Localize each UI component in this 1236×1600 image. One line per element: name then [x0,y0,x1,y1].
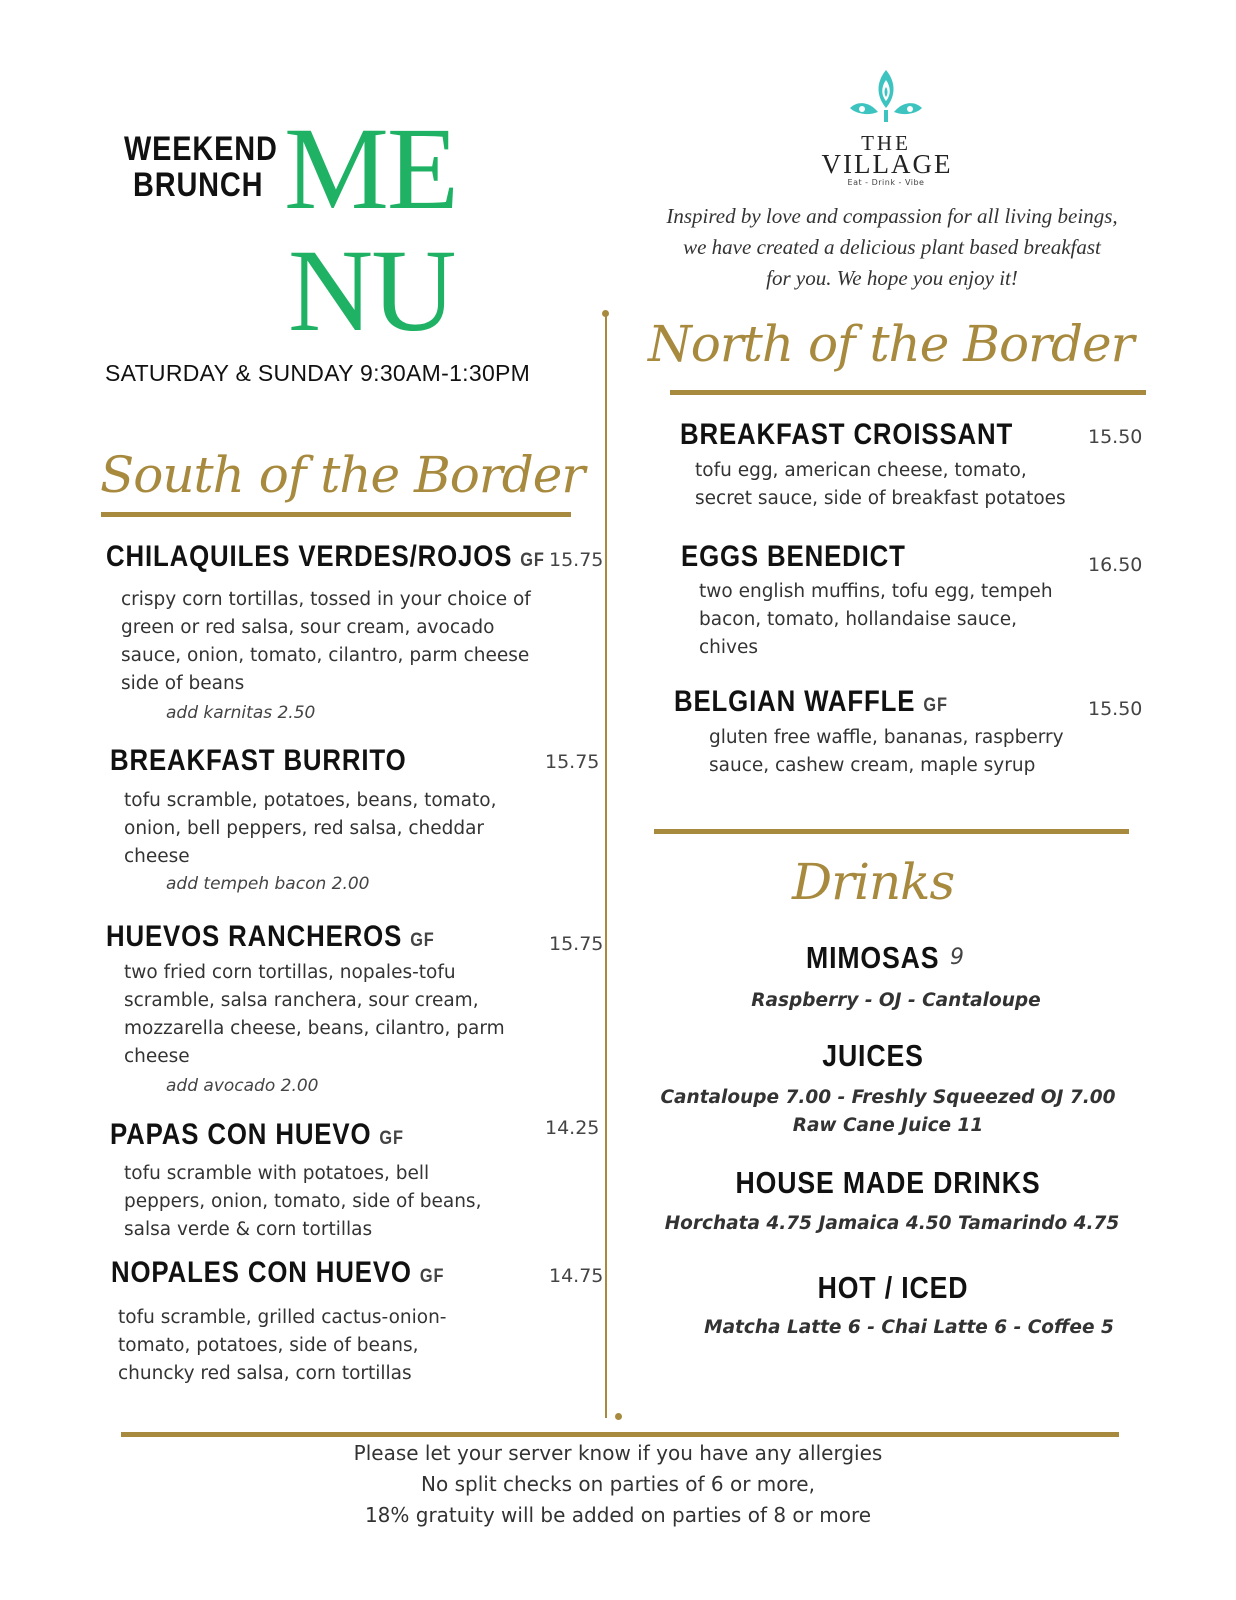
drink-options: Matcha Latte 6 - Chai Latte 6 - Coffee 5 [704,1317,1114,1338]
drink-price: 9 [950,945,964,970]
gf-badge: GF [419,1266,445,1287]
item-name: BREAKFAST BURRITO [110,744,407,777]
menu-item-eggs-benedict [681,540,942,574]
menu-title-bottom: NU [288,225,455,356]
item-price: 15.75 [545,751,600,773]
section-rule [101,512,571,517]
item-description [124,959,505,1071]
item-addon: add karnitas 2.50 [166,703,316,723]
desc-line: mozzarella cheese, beans, cilantro, parm [124,1018,505,1039]
desc-line: salsa verde & corn tortillas [124,1219,373,1240]
menu-item-chilaquiles [106,540,606,574]
item-addon: add avocado 2.00 [166,1076,319,1096]
desc-line: gluten free waffle, bananas, raspberry [709,727,1064,748]
intro-line: we have created a delicious plant based breakfast [683,235,1101,259]
drink-options: Raspberry - OJ - Cantaloupe [751,990,1041,1011]
desc-line: cheese [124,1046,190,1067]
desc-line: chuncky red salsa, corn tortillas [118,1363,412,1384]
menu-item-belgian-waffle [674,685,992,719]
desc-line: tofu scramble, potatoes, beans, tomato, [124,790,497,811]
item-description [124,1160,481,1244]
center-divider [605,314,607,1418]
drink-heading-house-made: HOUSE MADE DRINKS [735,1165,1041,1200]
footer-rule [121,1432,1119,1437]
desc-line: bacon, tomato, hollandaise sauce, [699,609,1017,630]
footer-line: No split checks on parties of 6 or more, [421,1472,815,1496]
drink-options: Cantaloupe 7.00 - Freshly Squeezed OJ 7.00 [660,1087,1116,1108]
divider-dot [602,310,609,317]
desc-line: two english muffins, tofu egg, tempeh [699,581,1053,602]
menu-item-huevos-rancheros [106,920,488,954]
item-name: NOPALES CON HUEVO GF [111,1256,445,1289]
header-weekend: WEEKEND [124,130,278,168]
desc-line: sauce, cashew cream, maple syrup [709,755,1036,776]
footer-line: Please let your server know if you have any allergies [353,1441,883,1465]
item-description [118,1304,446,1388]
intro-line: for you. We hope you enjoy it! [766,266,1018,290]
desc-line: tofu egg, american cheese, tomato, [695,460,1027,481]
section-rule [654,829,1129,834]
desc-line: tofu scramble with potatoes, bell [124,1163,430,1184]
intro-line: Inspired by love and compassion for all living beings, [666,204,1118,228]
item-addon: add tempeh bacon 2.00 [166,874,370,894]
item-price: 14.25 [545,1117,600,1139]
desc-line: tofu scramble, grilled cactus-onion- [118,1307,447,1328]
desc-line: onion, bell peppers, red salsa, cheddar [124,818,485,839]
lotus-logo-icon [848,68,924,126]
section-title-north: North of the Border [648,315,1134,373]
item-price: 15.75 [549,549,604,571]
desc-line: green or red salsa, sour cream, avocado [121,617,495,638]
item-description [124,787,496,871]
menu-item-breakfast-burrito [110,744,455,778]
item-price: 14.75 [549,1265,604,1287]
item-description [699,578,1053,662]
item-description [121,586,531,698]
item-name: CHILAQUILES VERDES/ROJOS GF [106,540,545,573]
footer-notes [0,1438,1236,1531]
menu-item-papas-con-huevo [110,1118,452,1152]
desc-line: two fried corn tortillas, nopales-tofu [124,962,456,983]
desc-line: tomato, potatoes, side of beans, [118,1335,419,1356]
menu-title-top: ME [284,103,457,234]
gf-badge: GF [379,1128,404,1149]
logo-tagline: Eat - Drink - Vibe [847,178,925,187]
footer-line: 18% gratuity will be added on parties of 8 or more [364,1503,872,1527]
drink-heading-hot-iced: HOT / ICED [817,1270,969,1305]
drink-heading-juices: JUICES [822,1038,924,1073]
header-brunch: BRUNCH [133,166,264,204]
item-price: 16.50 [1088,554,1143,576]
desc-line: cheese [124,846,190,867]
menu-item-breakfast-croissant [680,418,1067,452]
desc-line: chives [699,637,759,658]
drink-group-mimosas [806,940,961,976]
desc-line: side of beans [121,673,245,694]
desc-line: scramble, salsa ranchera, sour cream, [124,990,479,1011]
gf-badge: GF [923,695,948,716]
intro-text [652,201,1132,294]
gf-badge: GF [410,930,435,951]
desc-line: peppers, onion, tomato, side of beans, [124,1191,482,1212]
item-name: PAPAS CON HUEVO GF [110,1118,404,1151]
logo-village: VILLAGE [821,149,953,179]
section-rule [670,390,1146,395]
item-price: 15.50 [1088,698,1143,720]
item-name: BREAKFAST CROISSANT [680,418,1014,451]
logo-the: THE [861,131,911,155]
gf-badge: GF [520,550,545,571]
item-name: EGGS BENEDICT [681,540,906,573]
item-price: 15.50 [1088,426,1143,448]
drink-heading: MIMOSAS [806,940,940,975]
desc-line: secret sauce, side of breakfast potatoes [695,488,1066,509]
drink-options: Horchata 4.75 Jamaica 4.50 Tamarindo 4.75 [664,1213,1120,1234]
item-price: 15.75 [549,933,604,955]
item-name: BELGIAN WAFFLE GF [674,685,948,718]
menu-item-nopales-con-huevo [111,1256,499,1290]
item-description [709,724,1064,780]
item-description [695,457,1066,513]
desc-line: crispy corn tortillas, tossed in your choice of [121,589,531,610]
divider-dot [615,1413,622,1420]
item-name: HUEVOS RANCHEROS GF [106,920,435,953]
desc-line: sauce, onion, tomato, cilantro, parm cheese [121,645,530,666]
section-title-south: South of the Border [100,446,585,504]
drink-options: Raw Cane Juice 11 [792,1115,984,1136]
hours-text: SATURDAY & SUNDAY 9:30AM-1:30PM [105,360,531,386]
section-title-drinks: Drinks [792,853,955,911]
